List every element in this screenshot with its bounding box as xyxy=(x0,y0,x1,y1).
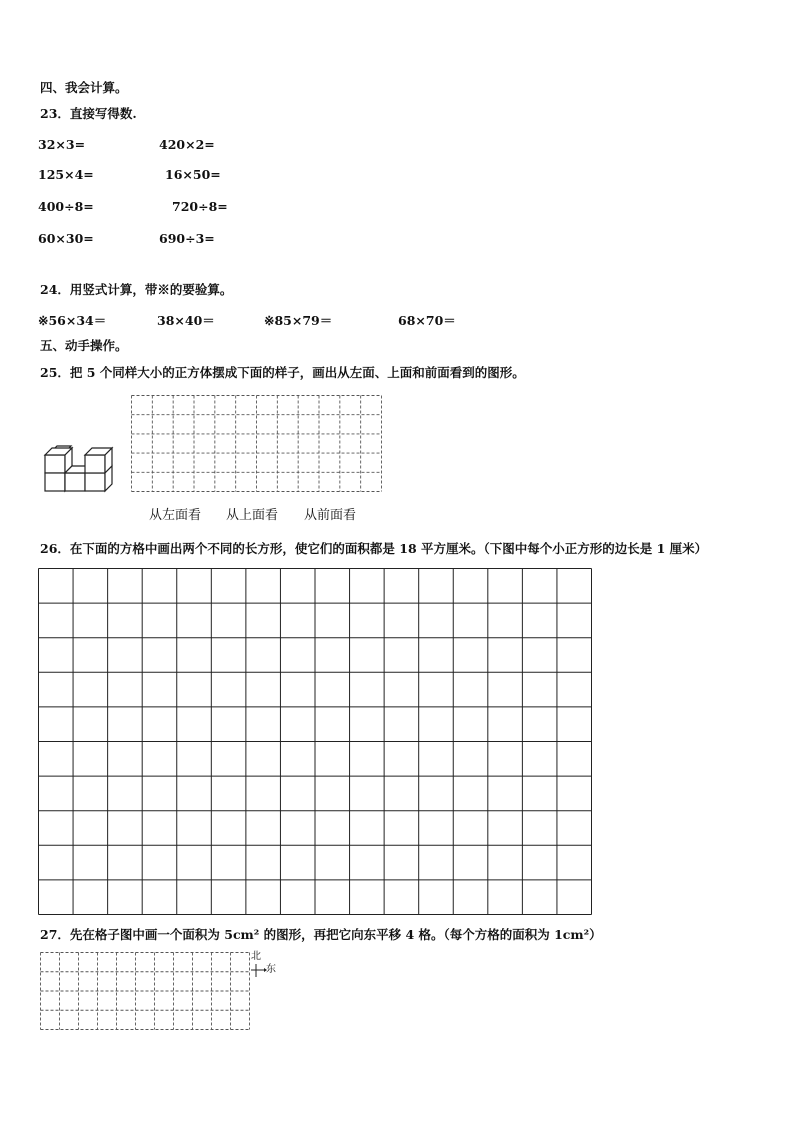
east-label: 东 xyxy=(266,964,276,975)
q25-drawing-grid[interactable] xyxy=(131,395,382,492)
section-5-title: 五、动手操作。 xyxy=(40,338,128,353)
calc-item: 400÷8= xyxy=(38,199,94,214)
vertical-calc-item: 38×40＝ xyxy=(157,313,215,328)
top-view-caption: 从上面看 xyxy=(226,508,279,523)
north-label: 北 xyxy=(251,951,261,962)
front-view-caption: 从前面看 xyxy=(304,508,357,523)
cube-stack-figure xyxy=(40,436,116,494)
section-4-title: 四、我会计算。 xyxy=(40,80,128,95)
question-26-title: 26．在下面的方格中画出两个不同的长方形，使它们的面积都是 18 平方厘米。（下图中每个小正方形的边长是 1 厘米） xyxy=(40,541,708,556)
question-25-title: 25．把 5 个同样大小的正方体摆成下面的样子，画出从左面、上面和前面看到的图形。 xyxy=(40,365,525,380)
left-view-caption: 从左面看 xyxy=(149,508,202,523)
vertical-calc-item: 68×70＝ xyxy=(398,313,456,328)
calc-item: 690÷3= xyxy=(159,231,215,246)
calc-item: 32×3= xyxy=(38,137,86,152)
calc-item: 420×2= xyxy=(159,137,215,152)
calc-item: 720÷8= xyxy=(172,199,228,214)
question-27-title: 27．先在格子图中画一个面积为 5cm² 的图形，再把它向东平移 4 格。（每个方格的面积为 1cm²） xyxy=(40,927,602,942)
calc-item: 125×4= xyxy=(38,167,94,182)
question-24-title: 24．用竖式计算，带※的要验算。 xyxy=(40,282,233,297)
calc-item: 60×30= xyxy=(38,231,94,246)
q27-drawing-grid[interactable] xyxy=(40,952,250,1030)
compass-rose xyxy=(250,952,280,984)
question-23-title: 23．直接写得数. xyxy=(40,106,137,121)
vertical-calc-item: ※56×34＝ xyxy=(38,313,107,328)
vertical-calc-item: ※85×79＝ xyxy=(264,313,333,328)
calc-item: 16×50= xyxy=(165,167,221,182)
q26-drawing-grid[interactable] xyxy=(38,568,592,915)
